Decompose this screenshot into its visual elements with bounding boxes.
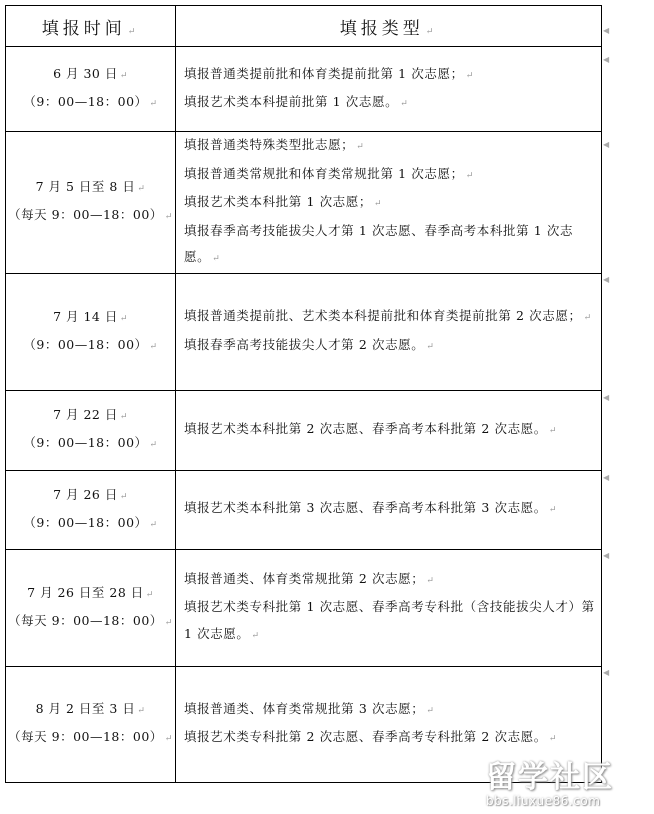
time-cell — [6, 273, 176, 390]
paragraph-mark-icon: ↵ — [425, 26, 438, 37]
row-end-marker-icon: ◀ — [603, 26, 610, 35]
table-row — [6, 132, 602, 274]
type-cell — [175, 470, 601, 549]
row-end-marker-icon: ◀ — [603, 140, 610, 149]
table-row — [6, 666, 602, 782]
type-text: 填报普通类常规批和体育类常规批第 1 次志愿； ↵ — [183, 165, 474, 181]
paragraph-mark-icon: ↵ — [119, 313, 128, 324]
row-end-marker-icon: ◀ — [603, 668, 610, 677]
date-text: 7 月 26 日 ↵ — [53, 486, 128, 502]
type-text: 填报艺术类专科批第 1 次志愿、春季高考专科批（含技能拔尖人才）第 1 次志愿。 ↵ — [183, 599, 595, 641]
type-text: 填报春季高考技能拔尖人才第 1 次志愿、春季高考本科批第 1 次志愿。 ↵ — [183, 222, 574, 264]
time-cell — [6, 666, 176, 782]
hours-text: （每天 9：00—18：00） ↵ — [8, 729, 173, 744]
type-text: 填报艺术类本科批第 1 次志愿； ↵ — [183, 194, 383, 209]
table-row — [6, 549, 602, 666]
time-cell — [6, 390, 176, 470]
paragraph-mark-icon: ↵ — [127, 26, 140, 37]
type-cell — [175, 47, 601, 132]
volunteer-schedule-table — [5, 5, 602, 783]
paragraph-mark-icon: ↵ — [426, 341, 435, 352]
paragraph-mark-icon: ↵ — [548, 425, 558, 436]
paragraph-mark-icon: ↵ — [374, 199, 383, 209]
time-cell — [6, 47, 176, 132]
header-row — [6, 6, 602, 47]
date-text: 8 月 2 日至 3 日 ↵ — [35, 701, 146, 716]
paragraph-mark-icon: ↵ — [426, 705, 435, 716]
paragraph-mark-icon: ↵ — [119, 412, 128, 422]
paragraph-mark-icon: ↵ — [149, 341, 158, 352]
hours-text: （9：00—18：00） ↵ — [23, 94, 158, 109]
header-type-label: 填报类型 — [339, 18, 424, 39]
paragraph-mark-icon: ↵ — [212, 254, 221, 264]
date-text: 7 月 26 日至 28 日 ↵ — [27, 584, 154, 600]
paragraph-mark-icon: ↵ — [149, 99, 158, 109]
type-cell — [175, 273, 601, 390]
paragraph-mark-icon: ↵ — [426, 575, 435, 586]
row-end-marker-icon: ◀ — [603, 473, 610, 482]
hours-text: （9：00—18：00） ↵ — [23, 336, 158, 352]
paragraph-mark-icon: ↵ — [356, 142, 365, 152]
paragraph-mark-icon: ↵ — [548, 505, 558, 516]
paragraph-mark-icon: ↵ — [119, 71, 128, 81]
hours-text: （每天 9：00—18：00） ↵ — [8, 612, 173, 628]
type-text: 填报艺术类本科批第 3 次志愿、春季高考本科批第 3 次志愿。 ↵ — [183, 500, 558, 516]
type-cell — [175, 132, 601, 274]
paragraph-mark-icon: ↵ — [149, 519, 158, 530]
paragraph-mark-icon: ↵ — [465, 70, 474, 81]
paragraph-mark-icon: ↵ — [583, 313, 592, 323]
type-text: 填报春季高考技能拔尖人才第 2 次志愿。 ↵ — [183, 336, 435, 352]
type-text: 填报艺术类本科批第 2 次志愿、春季高考本科批第 2 次志愿。 ↵ — [183, 420, 558, 436]
paragraph-mark-icon: ↵ — [119, 491, 128, 502]
date-text: 7 月 22 日 ↵ — [53, 407, 128, 422]
paragraph-mark-icon: ↵ — [137, 184, 146, 195]
time-cell — [6, 132, 176, 274]
table-row — [6, 273, 602, 390]
paragraph-mark-icon: ↵ — [400, 99, 409, 109]
type-text: 填报艺术类本科提前批第 1 次志愿。 ↵ — [183, 94, 409, 109]
row-end-marker-icon: ◀ — [603, 551, 610, 560]
paragraph-mark-icon: ↵ — [164, 734, 173, 744]
paragraph-mark-icon: ↵ — [164, 212, 173, 223]
type-text: 填报普通类、体育类常规批第 2 次志愿； ↵ — [183, 570, 435, 586]
type-text: 填报艺术类专科批第 2 次志愿、春季高考专科批第 2 次志愿。 ↵ — [183, 729, 558, 744]
table-row — [6, 47, 602, 132]
paragraph-mark-icon: ↵ — [164, 617, 173, 628]
paragraph-mark-icon: ↵ — [145, 589, 154, 600]
type-text: 填报普通类提前批、艺术类本科提前批和体育类提前批第 2 次志愿； ↵ — [183, 308, 592, 323]
type-cell — [175, 390, 601, 470]
date-text: 7 月 5 日至 8 日 ↵ — [35, 179, 146, 195]
date-text: 7 月 14 日 ↵ — [53, 308, 128, 324]
header-type — [175, 6, 601, 47]
type-text: 填报普通类、体育类常规批第 3 次志愿； ↵ — [183, 700, 435, 716]
hours-text: （9：00—18：00） ↵ — [23, 435, 158, 450]
watermark-url: bbs.liuxue86.com — [486, 794, 601, 808]
time-cell — [6, 549, 176, 666]
row-end-marker-icon: ◀ — [603, 55, 610, 64]
type-text: 填报普通类特殊类型批志愿； ↵ — [183, 137, 365, 152]
type-text: 填报普通类提前批和体育类提前批第 1 次志愿； ↵ — [183, 65, 474, 81]
date-text: 6 月 30 日 ↵ — [53, 66, 128, 81]
paragraph-mark-icon: ↵ — [149, 440, 158, 450]
header-time — [6, 6, 176, 47]
row-end-marker-icon: ◀ — [603, 393, 610, 402]
time-cell — [6, 470, 176, 549]
hours-text: （9：00—18：00） ↵ — [23, 514, 158, 530]
row-end-marker-icon: ◀ — [603, 275, 610, 284]
hours-text: （每天 9：00—18：00） ↵ — [8, 207, 173, 223]
table-row — [6, 470, 602, 549]
type-cell — [175, 549, 601, 666]
watermark-title: 留学社区 — [486, 760, 614, 795]
table-row — [6, 390, 602, 470]
paragraph-mark-icon: ↵ — [465, 170, 474, 181]
header-time-label: 填报时间 — [41, 18, 126, 39]
paragraph-mark-icon: ↵ — [137, 706, 146, 716]
type-cell — [175, 666, 601, 782]
paragraph-mark-icon: ↵ — [251, 630, 260, 641]
paragraph-mark-icon: ↵ — [548, 734, 558, 744]
